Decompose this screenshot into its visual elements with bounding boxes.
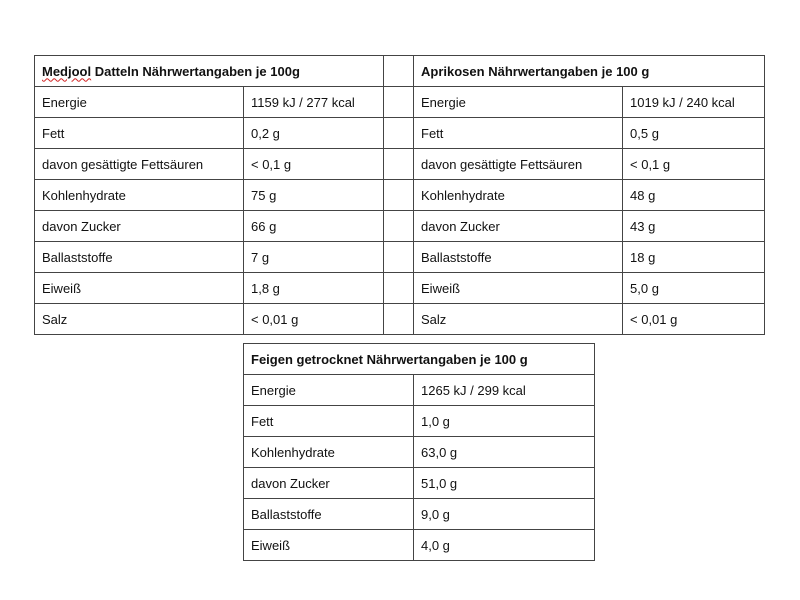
datteln-nutrient-label: Ballaststoffe [35,242,244,273]
table-row [35,242,765,273]
feigen-nutrient-value: 4,0 g [414,530,595,561]
table-row [35,149,765,180]
datteln-nutrient-value: < 0,1 g [244,149,384,180]
feigen-nutrient-value: 9,0 g [414,499,595,530]
aprikosen-nutrient-value: < 0,1 g [623,149,765,180]
aprikosen-nutrient-label: Eiweiß [414,273,623,304]
datteln-nutrient-label: Eiweiß [35,273,244,304]
aprikosen-nutrient-value: 0,5 g [623,118,765,149]
column-gap [384,242,414,273]
nutrition-table-datteln-aprikosen [34,55,765,335]
datteln-nutrient-label: Fett [35,118,244,149]
datteln-nutrient-value: < 0,01 g [244,304,384,335]
datteln-nutrient-value: 7 g [244,242,384,273]
datteln-nutrient-label: davon gesättigte Fettsäuren [35,149,244,180]
datteln-nutrient-value: 66 g [244,211,384,242]
datteln-nutrient-label: Kohlenhydrate [35,180,244,211]
aprikosen-title: Aprikosen Nährwertangaben je 100 g [414,56,765,87]
column-gap [384,87,414,118]
column-gap [384,211,414,242]
feigen-nutrient-label: Energie [244,375,414,406]
table-header-row [244,344,595,375]
table-row [35,211,765,242]
datteln-title-rest: Datteln Nährwertangaben je 100g [91,63,300,79]
column-gap [384,56,414,87]
aprikosen-nutrient-value: 48 g [623,180,765,211]
table-header-row [35,56,765,87]
aprikosen-nutrient-label: davon gesättigte Fettsäuren [414,149,623,180]
nutrition-table-feigen [243,343,595,561]
feigen-nutrient-value: 1,0 g [414,406,595,437]
table-row [35,87,765,118]
aprikosen-nutrient-label: Energie [414,87,623,118]
feigen-nutrient-label: Kohlenhydrate [244,437,414,468]
column-gap [384,304,414,335]
table-row [35,304,765,335]
datteln-nutrient-value: 0,2 g [244,118,384,149]
table-row [244,375,595,406]
feigen-nutrient-label: Eiweiß [244,530,414,561]
datteln-nutrient-label: davon Zucker [35,211,244,242]
feigen-nutrient-label: Fett [244,406,414,437]
feigen-nutrient-value: 1265 kJ / 299 kcal [414,375,595,406]
table-row [35,273,765,304]
feigen-nutrient-value: 51,0 g [414,468,595,499]
datteln-nutrient-value: 1,8 g [244,273,384,304]
datteln-title [35,56,384,87]
aprikosen-nutrient-label: Salz [414,304,623,335]
column-gap [384,273,414,304]
datteln-nutrient-label: Salz [35,304,244,335]
datteln-nutrient-value: 75 g [244,180,384,211]
column-gap [384,180,414,211]
column-gap [384,149,414,180]
aprikosen-nutrient-value: 43 g [623,211,765,242]
table-row [244,406,595,437]
datteln-nutrient-label: Energie [35,87,244,118]
datteln-nutrient-value: 1159 kJ / 277 kcal [244,87,384,118]
table-row [244,499,595,530]
aprikosen-nutrient-label: Kohlenhydrate [414,180,623,211]
datteln-title-word: Medjool [42,63,92,79]
aprikosen-nutrient-label: Fett [414,118,623,149]
aprikosen-nutrient-value: < 0,01 g [623,304,765,335]
feigen-title: Feigen getrocknet Nährwertangaben je 100 g [244,344,595,375]
aprikosen-nutrient-value: 5,0 g [623,273,765,304]
aprikosen-nutrient-label: Ballaststoffe [414,242,623,273]
table-row [244,530,595,561]
table-row [244,437,595,468]
aprikosen-nutrient-label: davon Zucker [414,211,623,242]
table-row [35,180,765,211]
table-row [244,468,595,499]
aprikosen-nutrient-value: 1019 kJ / 240 kcal [623,87,765,118]
feigen-nutrient-label: Ballaststoffe [244,499,414,530]
column-gap [384,118,414,149]
feigen-nutrient-label: davon Zucker [244,468,414,499]
feigen-nutrient-value: 63,0 g [414,437,595,468]
table-row [35,118,765,149]
aprikosen-nutrient-value: 18 g [623,242,765,273]
